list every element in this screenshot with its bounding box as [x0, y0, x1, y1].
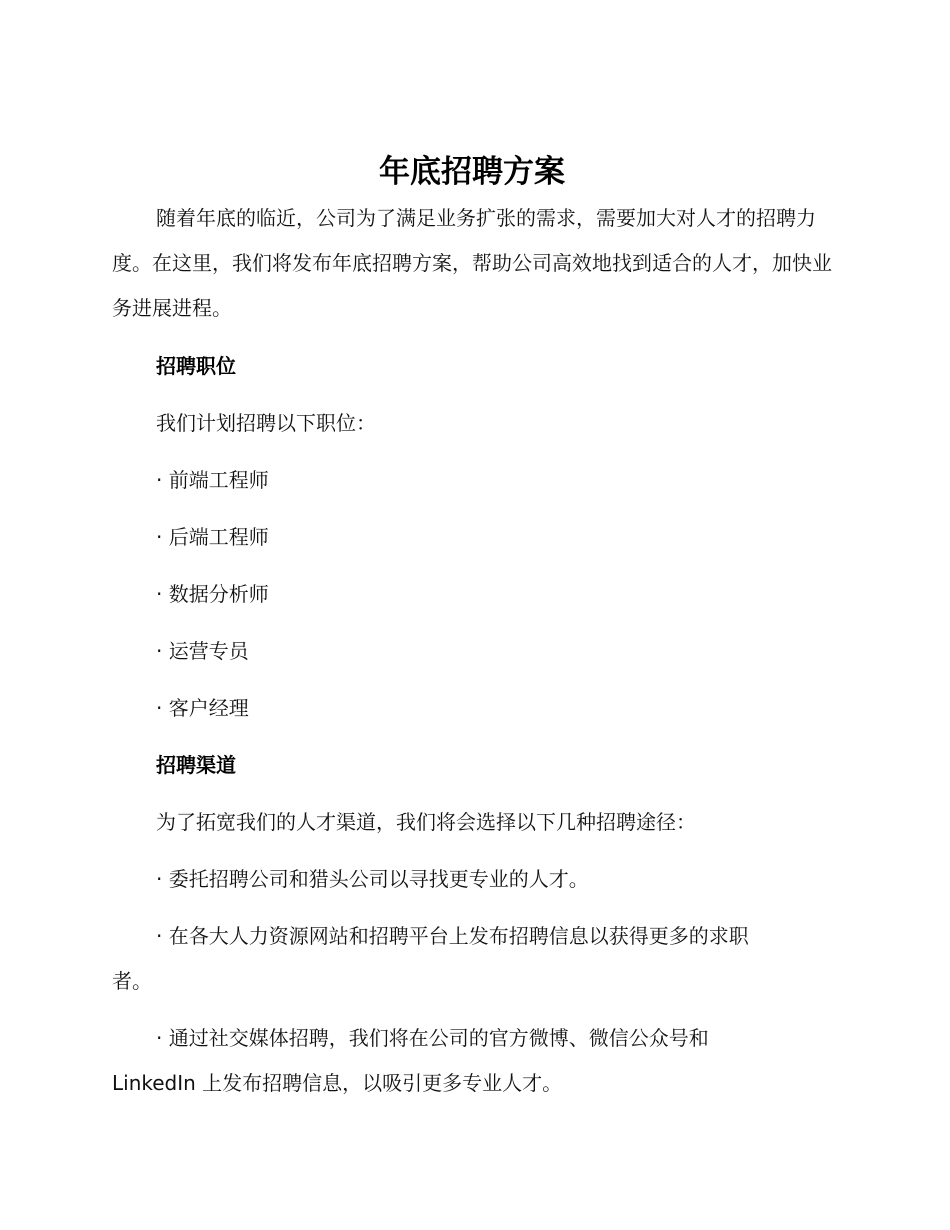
section-heading-positions: 招聘职位 [156, 354, 236, 378]
list-item-channel: · 通过社交媒体招聘，我们将在公司的官方微博、微信公众号和 LinkedIn 上发布招聘信息，以吸引更多专业人才。 [112, 1026, 709, 1095]
list-item-position: · 数据分析师 [156, 582, 269, 606]
section-lead-positions: 我们计划招聘以下职位： [156, 411, 376, 435]
document-page [112, 150, 832, 1118]
section-positions [112, 344, 832, 731]
section-channels [112, 743, 832, 1106]
list-item-channel: · 委托招聘公司和猎头公司以寻找更专业的人才。 [156, 867, 589, 891]
document-title: 年底招聘方案 [379, 154, 565, 190]
section-heading-channels: 招聘渠道 [156, 753, 236, 777]
list-item-channel: · 在各大人力资源网站和招聘平台上发布招聘信息以获得更多的求职者。 [112, 924, 749, 993]
section-lead-channels: 为了拓宽我们的人才渠道，我们将会选择以下几种招聘途径： [156, 810, 696, 834]
intro-paragraph: 随着年底的临近，公司为了满足业务扩张的需求，需要加大对人才的招聘力度。在这里，我们将发布年底招聘方案，帮助公司高效地找到适合的人才，加快业务进展进程。 [112, 206, 832, 320]
list-item-position: · 客户经理 [156, 696, 249, 720]
list-item-position: · 后端工程师 [156, 525, 269, 549]
list-item-position: · 前端工程师 [156, 468, 269, 492]
list-item-position: · 运营专员 [156, 639, 249, 663]
